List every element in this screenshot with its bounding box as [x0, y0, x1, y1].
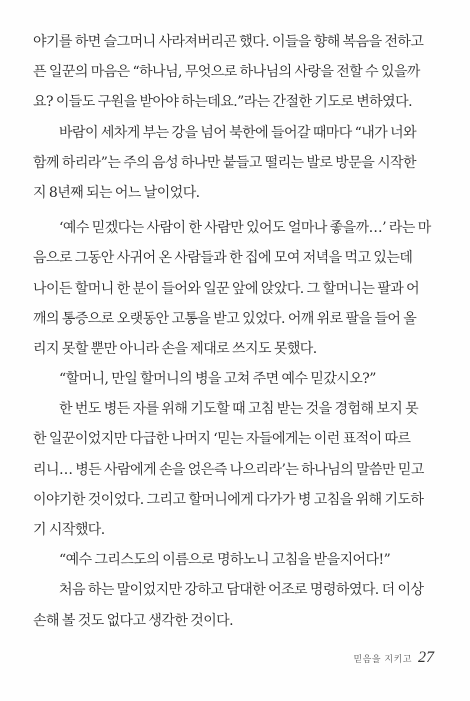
text-line: 손해 볼 것도 없다고 생각한 것이다. [33, 612, 234, 629]
text-line: 처음 하는 말이었지만 강하고 담대한 어조로 명령하였다. 더 이상 [59, 582, 424, 599]
text-line: 나이든 할머니 한 분이 들어와 일꾼 앞에 앉았다. 그 할머니는 팔과 어 [33, 280, 420, 297]
page-footer [353, 649, 434, 667]
text-line: 이야기한 것이었다. 그리고 할머니에게 다가가 병 고침을 위해 기도하 [33, 491, 424, 508]
text-line: “예수 그리스도의 이름으로 명하노니 고침을 받을지어다!” [59, 552, 391, 569]
running-title: 믿음을 지키고 [353, 655, 412, 665]
text-line: 야기를 하면 슬그머니 사라져버리곤 했다. 이들을 향해 복음을 전하고 [33, 34, 424, 50]
text-line: 한 번도 병든 자를 위해 기도할 때 고침 받는 것을 경험해 보지 못 [59, 401, 419, 418]
text-line: 지 8년째 되는 어느 날이었다. [33, 184, 200, 201]
text-line: 바람이 세차게 부는 강을 넘어 북한에 들어갈 때마다 “내가 너와 [59, 124, 417, 141]
text-line: 깨의 통증으로 오랫동안 고통을 받고 있었다. 어깨 위로 팔을 들어 올 [33, 310, 417, 327]
text-line: 픈 일꾼의 마음은 “하나님, 무엇으로 하나님의 사랑을 전할 수 있을까 [33, 64, 420, 81]
text-line: 함께 하리라”는 주의 음성 하나만 붙들고 떨리는 발로 방문을 시작한 [33, 154, 417, 171]
text-line: 리지 못할 뿐만 아니라 손을 제대로 쓰지도 못했다. [33, 340, 317, 357]
text-line: ‘예수 믿겠다는 사람이 한 사람만 있어도 얼마나 좋을까…’ 라는 마 [59, 220, 431, 237]
text-line: 음으로 그동안 사귀어 온 사람들과 한 집에 모여 저녁을 먹고 있는데 [33, 250, 413, 267]
page-number: 27 [418, 649, 434, 666]
body-text [33, 27, 443, 636]
text-line: 한 일꾼이었지만 다급한 나머지 ‘믿는 자들에게는 이런 표적이 따르 [33, 431, 411, 448]
text-line: “할머니, 만일 할머니의 병을 고쳐 주면 예수 믿갔시오?” [59, 371, 376, 388]
text-line: 리니… 병든 사람에게 손을 얹은즉 나으리라’는 하나님의 말씀만 믿고 [33, 461, 424, 478]
text-line: 요? 이들도 구원을 받아야 하는데요.”라는 간절한 기도로 변하였다. [33, 94, 412, 111]
text-line: 기 시작했다. [33, 522, 105, 538]
